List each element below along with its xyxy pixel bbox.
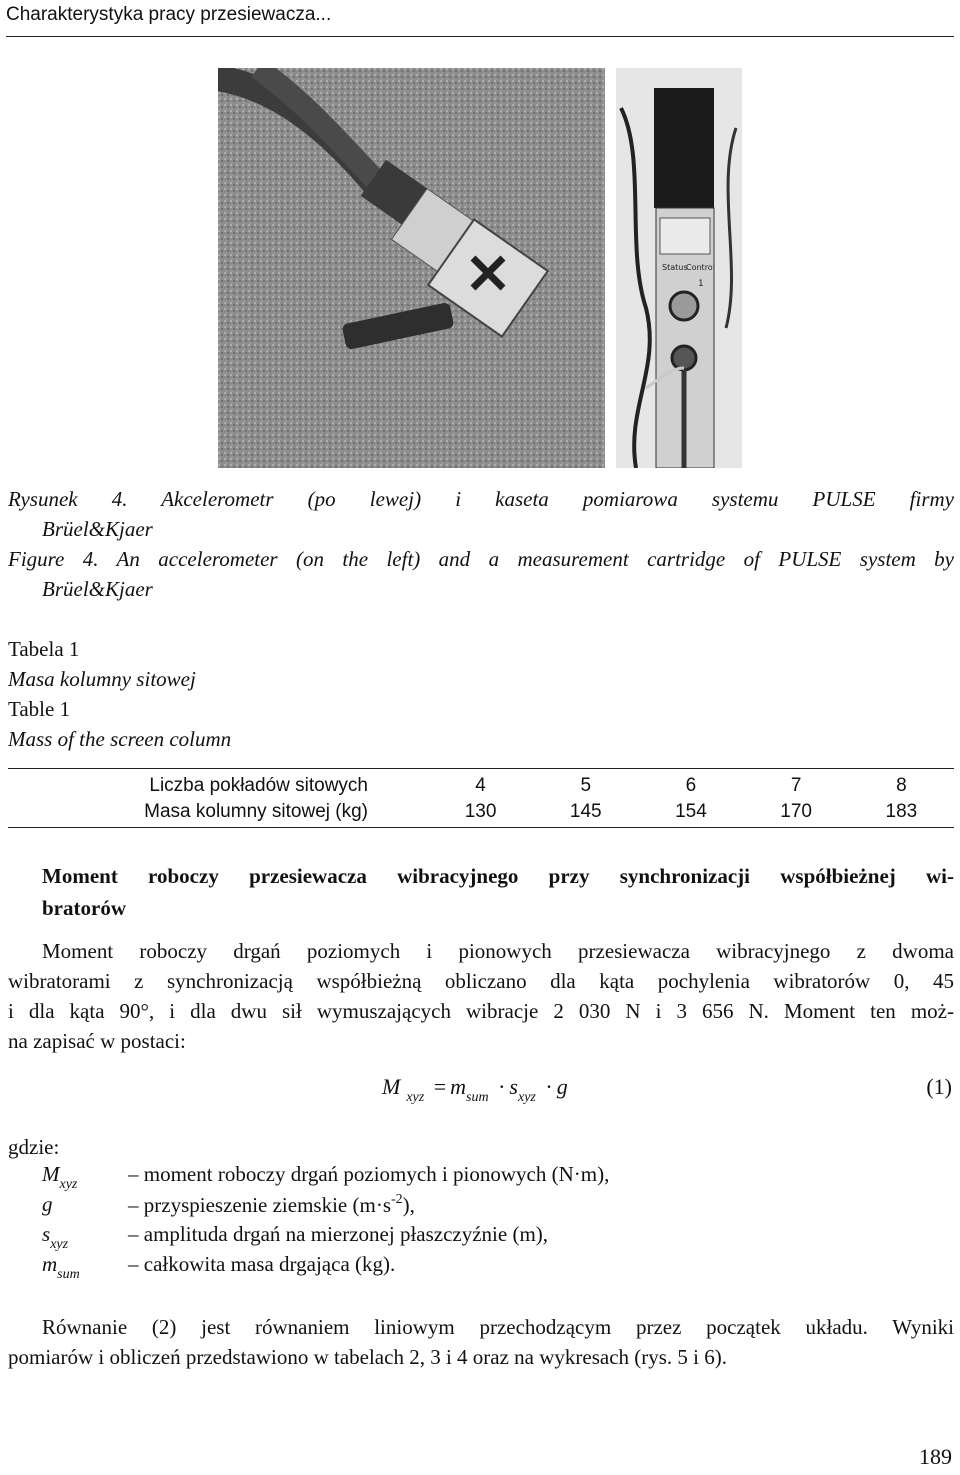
accelerometer-photo: [218, 68, 605, 468]
channel-label: 1: [698, 279, 704, 289]
def-symbol-text: g: [42, 1192, 53, 1216]
table-cell: 6: [638, 769, 743, 800]
table-cell: 8: [849, 769, 954, 800]
table-title-en: Mass of the screen column: [8, 727, 232, 751]
figure-caption-pl-cont: Brüel&Kjaer: [42, 517, 153, 541]
row-label: Liczba pokładów sitowych: [8, 769, 428, 800]
def-desc-part: ),: [402, 1193, 415, 1217]
def-symbol: [42, 1162, 77, 1193]
def-symbol-sub: sum: [57, 1267, 80, 1282]
def-description: – amplituda drgań na mierzonej płaszczyźnie (m),: [128, 1222, 549, 1246]
def-symbol: [42, 1222, 68, 1253]
para-line: wibratorami z synchronizacją współbieżną obliczano dla kąta pochylenia wibratorów 0, 45: [8, 969, 954, 993]
table-cell: 145: [533, 799, 638, 828]
eq-sub: sum: [466, 1090, 489, 1105]
para-line: na zapisać w postaci:: [8, 1029, 186, 1053]
equation-number: (1): [926, 1074, 952, 1099]
status-label: Status: [662, 263, 688, 272]
figure-caption-pl: Rysunek 4. Akcelerometr (po lewej) i kaseta pomiarowa systemu PULSE firmy: [8, 487, 954, 511]
para-line: Moment roboczy drgań poziomych i pionowych przesiewacza wibracyjnego z dwoma: [42, 939, 954, 963]
table-cell: 7: [744, 769, 849, 800]
section-heading-line1: Moment roboczy przesiewacza wibracyjnego przy synchronizacji współbieżnej wi-: [42, 864, 954, 888]
def-desc-sup: -2: [391, 1192, 403, 1207]
eq-sub: xyz: [406, 1090, 425, 1105]
para-line: i dla kąta 90°, i dla dwu sił wymuszających wibracje 2 030 N i 3 656 N. Moment ten moż-: [8, 999, 954, 1023]
eq-equals: =: [433, 1074, 447, 1099]
table-label-pl: Tabela 1: [8, 637, 80, 661]
table-row: [8, 769, 954, 800]
def-symbol-sub: xyz: [50, 1237, 69, 1252]
section-heading-line2: bratorów: [42, 896, 126, 920]
section-heading: [42, 860, 954, 924]
table-cell: 170: [744, 799, 849, 828]
page-number: 189: [919, 1444, 952, 1469]
header-rule: [6, 36, 954, 37]
para-line: Równanie (2) jest równaniem liniowym przechodzącym przez początek układu. Wyniki: [42, 1315, 954, 1339]
table-label-en: Table 1: [8, 697, 71, 721]
control-label: Control: [686, 263, 715, 272]
eq-symbol-M: M: [382, 1074, 401, 1099]
def-description: [128, 1192, 415, 1218]
table-cell: 5: [533, 769, 638, 800]
table-row: [8, 799, 954, 828]
table-cell: 4: [428, 769, 533, 800]
eq-symbol-s: s: [509, 1074, 518, 1099]
def-description: – całkowita masa drgająca (kg).: [128, 1252, 396, 1276]
equation: [382, 1074, 568, 1106]
table-cell: 154: [638, 799, 743, 828]
row-label: Masa kolumny sitowej (kg): [8, 799, 428, 828]
def-symbol: [42, 1192, 53, 1217]
def-description: – moment roboczy drgań poziomych i pionowych (N·m),: [128, 1162, 610, 1186]
def-desc-part: – przyspieszenie ziemskie (m·s: [128, 1193, 391, 1217]
screen-column-mass-table: [8, 768, 954, 828]
eq-sub: xyz: [517, 1090, 536, 1105]
figure-caption-en: Figure 4. An accelerometer (on the left) and a measurement cartridge of PULSE system by: [8, 547, 954, 571]
def-symbol-sub: xyz: [59, 1177, 78, 1192]
eq-symbol-g: g: [556, 1074, 568, 1099]
table-title-pl: Masa kolumny sitowej: [8, 667, 196, 691]
body-paragraph: [8, 936, 954, 1056]
definitions-intro: gdzie:: [8, 1135, 60, 1159]
table-cell: 130: [428, 799, 533, 828]
eq-dot: ·: [498, 1074, 506, 1099]
closing-paragraph: [8, 1312, 954, 1372]
def-symbol-text: s: [42, 1222, 51, 1246]
eq-dot: ·: [545, 1074, 553, 1099]
para-line: pomiarów i obliczeń przedstawiono w tabelach 2, 3 i 4 oraz na wykresach (rys. 5 i 6).: [8, 1345, 728, 1369]
figure-caption-en-cont: Brüel&Kjaer: [42, 577, 153, 601]
table-cell: 183: [849, 799, 954, 828]
running-header: Charakterystyka pracy przesiewacza...: [6, 4, 332, 25]
def-symbol-text: m: [42, 1252, 58, 1276]
def-symbol-text: M: [42, 1162, 60, 1186]
def-symbol: [42, 1252, 80, 1283]
eq-symbol-m: m: [450, 1074, 467, 1099]
pulse-cartridge-photo: [616, 68, 742, 468]
